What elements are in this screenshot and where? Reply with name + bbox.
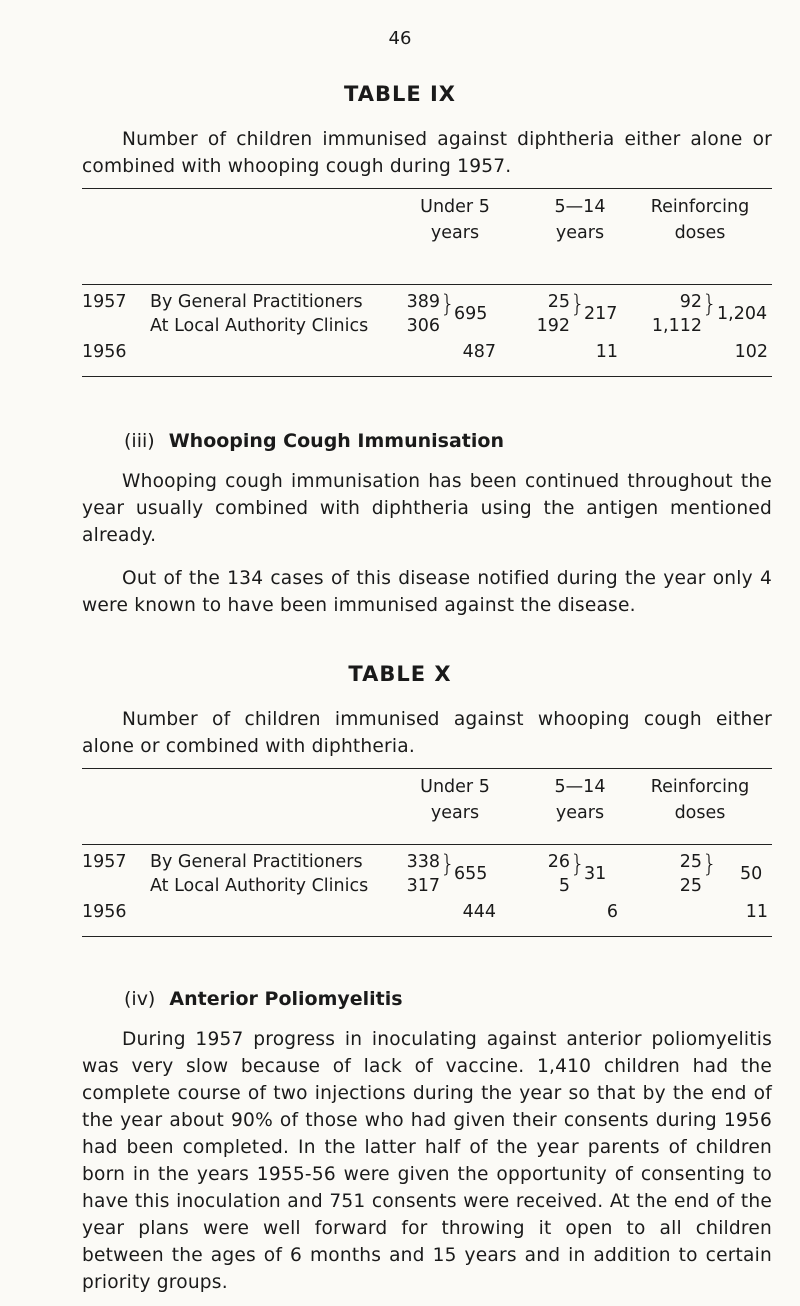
cell-reinforcing: 92 bbox=[679, 292, 702, 312]
table-ix-col-reinforcing bbox=[635, 194, 765, 246]
brace: } bbox=[570, 290, 586, 318]
table-x-col-reinforcing bbox=[635, 774, 765, 826]
section-iv-heading bbox=[124, 988, 403, 1010]
cell-under5: 444 bbox=[462, 902, 496, 922]
section-iii-heading bbox=[124, 430, 504, 452]
col-header-line2: years bbox=[430, 803, 480, 823]
cell-under5: 487 bbox=[462, 342, 496, 362]
cell-reinforcing: 102 bbox=[734, 342, 768, 362]
row-label: At Local Authority Clinics bbox=[150, 876, 369, 896]
row-year: 1956 bbox=[82, 342, 127, 362]
col-header-line1: 5—14 bbox=[554, 197, 606, 217]
cell-total-reinforcing: 1,204 bbox=[717, 304, 768, 324]
cell-total-5-14: 31 bbox=[584, 864, 607, 884]
section-number: (iv) bbox=[124, 988, 156, 1010]
brace: } bbox=[702, 290, 718, 318]
cell-total-5-14: 217 bbox=[584, 304, 618, 324]
table-ix-bottom-rule bbox=[82, 376, 772, 377]
table-x-caption: Number of children immunised against whooping cough either alone or combined with diphtheria. bbox=[82, 709, 772, 757]
cell-under5: 389 bbox=[406, 292, 440, 312]
col-header-line1: Reinforcing bbox=[650, 197, 750, 217]
brace: } bbox=[570, 850, 586, 878]
brace: } bbox=[702, 850, 718, 878]
table-ix-header-rule bbox=[82, 284, 772, 285]
row-label: By General Practitioners bbox=[150, 852, 363, 872]
col-header-line2: years bbox=[555, 223, 605, 243]
brace: } bbox=[440, 850, 456, 878]
section-title: Whooping Cough Immunisation bbox=[168, 430, 504, 452]
section-iv-para1: During 1957 progress in inoculating against anterior poliomyelitis was very slow because of lack of vaccine. 1,410 children had the complete course of two injections during the year so that by the end of the year about 90% of those who had given their consents during 1956 had been completed. In the latter half of the year parents of children born in the years 1955-56 were given the opportunity of consenting to have this inoculation and 751 consents were received. At the end of the year plans were well forward for throwing it open to all children between the ages of 6 months and 15 years and in addition to certain priority groups. bbox=[82, 1029, 772, 1293]
table-ix-col-5-14 bbox=[530, 194, 630, 246]
cell-reinforcing: 11 bbox=[745, 902, 768, 922]
cell-reinforcing: 25 bbox=[679, 876, 702, 896]
section-number: (iii) bbox=[124, 430, 155, 452]
col-header-line2: doses bbox=[674, 803, 726, 823]
cell-5-14: 26 bbox=[547, 852, 570, 872]
col-header-line2: years bbox=[555, 803, 605, 823]
section-title: Anterior Poliomyelitis bbox=[169, 988, 403, 1010]
cell-5-14: 11 bbox=[595, 342, 618, 362]
cell-reinforcing: 1,112 bbox=[651, 316, 702, 336]
table-x-heading: TABLE X bbox=[348, 662, 452, 686]
section-iii-para2: Out of the 134 cases of this disease notified during the year only 4 were known to have been immunised against the disease. bbox=[82, 568, 772, 616]
row-label: At Local Authority Clinics bbox=[150, 316, 369, 336]
col-header-line1: Reinforcing bbox=[650, 777, 750, 797]
cell-total-reinforcing: 50 bbox=[740, 864, 763, 884]
row-year: 1957 bbox=[82, 852, 127, 872]
table-x-col-under5 bbox=[400, 774, 510, 826]
cell-under5: 338 bbox=[406, 852, 440, 872]
row-label: By General Practitioners bbox=[150, 292, 363, 312]
cell-5-14: 25 bbox=[547, 292, 570, 312]
col-header-line1: 5—14 bbox=[554, 777, 606, 797]
table-ix-caption: Number of children immunised against diphtheria either alone or combined with whooping cough during 1957. bbox=[82, 129, 772, 177]
cell-under5: 306 bbox=[406, 316, 440, 336]
page-number: 46 bbox=[388, 28, 412, 49]
table-ix-top-rule bbox=[82, 188, 772, 189]
table-ix-heading: TABLE IX bbox=[344, 82, 456, 106]
col-header-line2: years bbox=[430, 223, 480, 243]
cell-reinforcing: 25 bbox=[679, 852, 702, 872]
cell-5-14: 5 bbox=[558, 876, 570, 896]
table-x-bottom-rule bbox=[82, 936, 772, 937]
row-year: 1957 bbox=[82, 292, 127, 312]
table-ix-col-under5 bbox=[400, 194, 510, 246]
table-x-top-rule bbox=[82, 768, 772, 769]
cell-total-under5: 695 bbox=[454, 304, 488, 324]
cell-total-under5: 655 bbox=[454, 864, 488, 884]
cell-5-14: 6 bbox=[606, 902, 618, 922]
brace: } bbox=[440, 290, 456, 318]
cell-5-14: 192 bbox=[536, 316, 570, 336]
col-header-line2: doses bbox=[674, 223, 726, 243]
row-year: 1956 bbox=[82, 902, 127, 922]
col-header-line1: Under 5 bbox=[420, 197, 490, 217]
table-x-col-5-14 bbox=[530, 774, 630, 826]
col-header-line1: Under 5 bbox=[420, 777, 490, 797]
cell-under5: 317 bbox=[406, 876, 440, 896]
table-x-header-rule bbox=[82, 844, 772, 845]
section-iii-para1: Whooping cough immunisation has been continued throughout the year usually combined with diphtheria using the antigen mentioned already. bbox=[82, 471, 772, 546]
